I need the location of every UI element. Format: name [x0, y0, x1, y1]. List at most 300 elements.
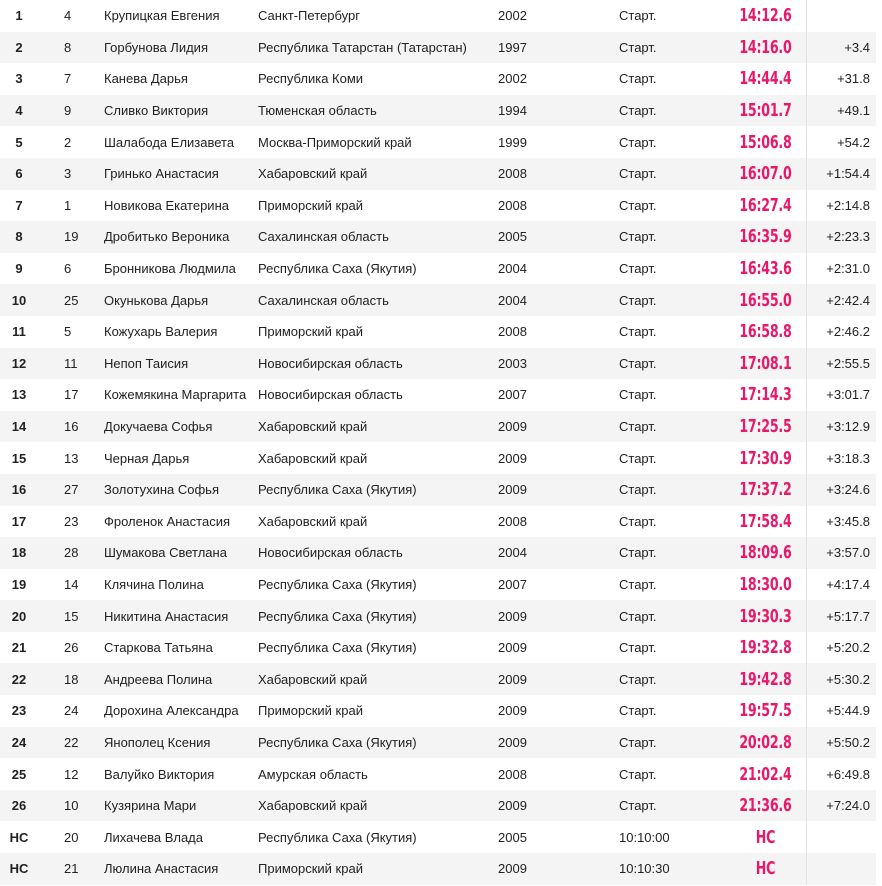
region-cell: Хабаровский край [258, 506, 498, 538]
region-cell: Республика Коми [258, 63, 498, 95]
result-time: 16:43.6 [739, 258, 792, 280]
athlete-name-cell: Кузярина Мари [104, 790, 258, 822]
start-status: Старт. [619, 229, 657, 245]
athlete-name-cell: Клячина Полина [104, 569, 258, 601]
start-status: Старт. [619, 482, 657, 498]
bib-cell [38, 32, 104, 64]
time-gap-cell: +49.1 [806, 95, 876, 127]
birth-year-cell: 2009 [498, 727, 598, 759]
athlete-name-cell: Новикова Екатерина [104, 190, 258, 222]
birth-year-cell: 2009 [498, 411, 598, 443]
time-gap-cell [806, 0, 876, 32]
athlete-name-cell: Канева Дарья [104, 63, 258, 95]
athlete-name-cell: Бронникова Людмила [104, 253, 258, 285]
athlete-name-cell: Сливко Виктория [104, 95, 258, 127]
region-cell: Республика Саха (Якутия) [258, 821, 498, 853]
bib-number: 25 [64, 292, 79, 308]
start-status: Старт. [619, 8, 657, 24]
table-row [0, 821, 876, 853]
place-cell: 13 [0, 379, 38, 411]
bib-cell [38, 0, 104, 32]
start-status-cell [598, 663, 725, 695]
place-cell: 19 [0, 569, 38, 601]
region-cell: Хабаровский край [258, 158, 498, 190]
region-cell: Сахалинская область [258, 221, 498, 253]
birth-year-cell: 2002 [498, 63, 598, 95]
result-time-cell [725, 284, 806, 316]
table-row [0, 411, 876, 443]
region-cell: Республика Татарстан (Татарстан) [258, 32, 498, 64]
time-gap-cell: +5:44.9 [806, 695, 876, 727]
birth-year-cell: 2002 [498, 0, 598, 32]
start-status: Старт. [619, 166, 657, 182]
table-row [0, 32, 876, 64]
region-cell: Республика Саха (Якутия) [258, 727, 498, 759]
start-status-cell [598, 790, 725, 822]
start-status: Старт. [619, 513, 657, 529]
athlete-name-cell: Золотухина Софья [104, 474, 258, 506]
athlete-name-cell: Андреева Полина [104, 663, 258, 695]
result-time: 19:30.3 [739, 605, 792, 627]
bib-cell [38, 695, 104, 727]
time-gap-cell: +1:54.4 [806, 158, 876, 190]
result-time-cell [725, 600, 806, 632]
bib-cell [38, 442, 104, 474]
bib-cell [38, 853, 104, 885]
birth-year-cell: 1997 [498, 32, 598, 64]
place-cell: 8 [0, 221, 38, 253]
start-status-cell [598, 63, 725, 95]
birth-year-cell: 2004 [498, 284, 598, 316]
result-time: 21:36.6 [739, 795, 792, 817]
start-status: Старт. [619, 450, 657, 466]
region-cell: Приморский край [258, 853, 498, 885]
region-cell: Республика Саха (Якутия) [258, 569, 498, 601]
bib-number: 18 [64, 671, 79, 687]
start-status-cell [598, 316, 725, 348]
birth-year-cell: 2009 [498, 790, 598, 822]
start-status-cell [598, 284, 725, 316]
result-time: 21:02.4 [739, 763, 792, 785]
start-status: 10:10:30 [619, 861, 670, 877]
result-time: 16:07.0 [739, 163, 792, 185]
result-time-cell [725, 663, 806, 695]
result-time-cell [725, 411, 806, 443]
bib-cell [38, 821, 104, 853]
result-time-cell [725, 253, 806, 285]
start-status-cell [598, 379, 725, 411]
start-status-cell [598, 537, 725, 569]
result-time-cell [725, 95, 806, 127]
athlete-name-cell: Старкова Татьяна [104, 632, 258, 664]
region-cell: Амурская область [258, 758, 498, 790]
bib-cell [38, 663, 104, 695]
time-gap-cell: +2:14.8 [806, 190, 876, 222]
result-time-cell [725, 316, 806, 348]
region-cell: Санкт-Петербург [258, 0, 498, 32]
table-row [0, 190, 876, 222]
bib-cell [38, 158, 104, 190]
table-row [0, 600, 876, 632]
bib-cell [38, 790, 104, 822]
result-time: 17:58.4 [739, 510, 792, 532]
start-status-cell [598, 569, 725, 601]
result-time-cell [725, 32, 806, 64]
start-status-cell [598, 474, 725, 506]
time-gap-cell: +5:50.2 [806, 727, 876, 759]
birth-year-cell: 2008 [498, 158, 598, 190]
start-status-cell [598, 95, 725, 127]
athlete-name-cell: Черная Дарья [104, 442, 258, 474]
time-gap-cell: +3:45.8 [806, 506, 876, 538]
result-time-cell [725, 379, 806, 411]
bib-number: 13 [64, 450, 79, 466]
bib-cell [38, 63, 104, 95]
time-gap-cell: +3:01.7 [806, 379, 876, 411]
result-time: НС [755, 826, 775, 848]
result-time-cell [725, 537, 806, 569]
region-cell: Новосибирская область [258, 379, 498, 411]
birth-year-cell: 2004 [498, 253, 598, 285]
start-status-cell [598, 253, 725, 285]
result-time-cell [725, 727, 806, 759]
bib-cell [38, 221, 104, 253]
time-gap-cell: +3:18.3 [806, 442, 876, 474]
result-time: 19:42.8 [739, 668, 792, 690]
start-status-cell [598, 632, 725, 664]
athlete-name-cell: Гринько Анастасия [104, 158, 258, 190]
start-status-cell [598, 32, 725, 64]
region-cell: Хабаровский край [258, 790, 498, 822]
athlete-name-cell: Дробитько Вероника [104, 221, 258, 253]
birth-year-cell: 2008 [498, 758, 598, 790]
bib-cell [38, 348, 104, 380]
bib-number: 11 [64, 355, 78, 371]
athlete-name-cell: Дорохина Александра [104, 695, 258, 727]
start-status-cell [598, 411, 725, 443]
region-cell: Республика Саха (Якутия) [258, 253, 498, 285]
place-cell: 4 [0, 95, 38, 127]
time-gap-cell: +3:12.9 [806, 411, 876, 443]
region-cell: Приморский край [258, 695, 498, 727]
place-cell: 22 [0, 663, 38, 695]
time-gap-cell [806, 853, 876, 885]
time-gap-cell [806, 821, 876, 853]
start-status-cell [598, 126, 725, 158]
time-gap-cell: +2:42.4 [806, 284, 876, 316]
start-status-cell [598, 221, 725, 253]
bib-number: 6 [64, 261, 72, 277]
place-cell: 3 [0, 63, 38, 95]
start-status: Старт. [619, 355, 657, 371]
start-status-cell [598, 853, 725, 885]
start-status: Старт. [619, 292, 657, 308]
bib-number: 3 [64, 166, 72, 182]
time-gap-cell: +5:20.2 [806, 632, 876, 664]
time-gap-cell: +5:30.2 [806, 663, 876, 695]
table-row [0, 790, 876, 822]
athlete-name-cell: Шумакова Светлана [104, 537, 258, 569]
bib-number: 15 [64, 608, 79, 624]
result-time-cell [725, 158, 806, 190]
region-cell: Хабаровский край [258, 663, 498, 695]
start-status: Старт. [619, 703, 657, 719]
time-gap-cell: +31.8 [806, 63, 876, 95]
region-cell: Республика Саха (Якутия) [258, 600, 498, 632]
result-time-cell [725, 221, 806, 253]
bib-number: 27 [64, 482, 79, 498]
athlete-name-cell: Янополец Ксения [104, 727, 258, 759]
place-cell: НС [0, 853, 38, 885]
bib-number: 4 [64, 8, 72, 24]
athlete-name-cell: Крупицкая Евгения [104, 0, 258, 32]
bib-cell [38, 632, 104, 664]
start-status: Старт. [619, 671, 657, 687]
bib-cell [38, 600, 104, 632]
start-status: Старт. [619, 261, 657, 277]
region-cell: Республика Саха (Якутия) [258, 474, 498, 506]
athlete-name-cell: Горбунова Лидия [104, 32, 258, 64]
time-gap-cell: +6:49.8 [806, 758, 876, 790]
bib-number: 19 [64, 229, 79, 245]
birth-year-cell: 2009 [498, 695, 598, 727]
region-cell: Хабаровский край [258, 442, 498, 474]
time-gap-cell: +4:17.4 [806, 569, 876, 601]
result-time-cell [725, 758, 806, 790]
start-status-cell [598, 821, 725, 853]
result-time: НС [755, 858, 775, 880]
bib-number: 7 [64, 71, 72, 87]
table-row [0, 63, 876, 95]
bib-cell [38, 411, 104, 443]
region-cell: Приморский край [258, 316, 498, 348]
table-row [0, 474, 876, 506]
result-time: 19:57.5 [739, 700, 792, 722]
birth-year-cell: 2008 [498, 190, 598, 222]
result-time-cell [725, 790, 806, 822]
birth-year-cell: 2004 [498, 537, 598, 569]
result-time-cell [725, 632, 806, 664]
athlete-name-cell: Никитина Анастасия [104, 600, 258, 632]
region-cell: Приморский край [258, 190, 498, 222]
start-status: Старт. [619, 324, 657, 340]
place-cell: 14 [0, 411, 38, 443]
athlete-name-cell: Валуйко Виктория [104, 758, 258, 790]
place-cell: 20 [0, 600, 38, 632]
birth-year-cell: 1994 [498, 95, 598, 127]
birth-year-cell: 2008 [498, 506, 598, 538]
bib-cell [38, 316, 104, 348]
region-cell: Москва-Приморский край [258, 126, 498, 158]
start-status-cell [598, 0, 725, 32]
start-status: Старт. [619, 197, 657, 213]
result-time: 17:08.1 [739, 352, 792, 374]
place-cell: НС [0, 821, 38, 853]
place-cell: 2 [0, 32, 38, 64]
table-row [0, 284, 876, 316]
result-time: 14:12.6 [739, 5, 792, 27]
start-status: Старт. [619, 798, 657, 814]
table-row [0, 569, 876, 601]
bib-cell [38, 537, 104, 569]
bib-cell [38, 569, 104, 601]
start-status-cell [598, 158, 725, 190]
bib-number: 8 [64, 39, 72, 55]
place-cell: 17 [0, 506, 38, 538]
bib-cell [38, 474, 104, 506]
result-time: 19:32.8 [739, 637, 792, 659]
birth-year-cell: 2007 [498, 379, 598, 411]
start-status: Старт. [619, 387, 657, 403]
bib-number: 17 [64, 387, 79, 403]
start-status-cell [598, 442, 725, 474]
result-time: 18:30.0 [739, 573, 792, 595]
result-time-cell [725, 474, 806, 506]
bib-number: 24 [64, 703, 79, 719]
start-status-cell [598, 695, 725, 727]
region-cell: Новосибирская область [258, 537, 498, 569]
athlete-name-cell: Лихачева Влада [104, 821, 258, 853]
table-row [0, 442, 876, 474]
result-time: 20:02.8 [739, 731, 792, 753]
bib-number: 23 [64, 513, 79, 529]
place-cell: 25 [0, 758, 38, 790]
time-gap-cell: +3.4 [806, 32, 876, 64]
region-cell: Хабаровский край [258, 411, 498, 443]
birth-year-cell: 2005 [498, 821, 598, 853]
result-time-cell [725, 126, 806, 158]
table-row [0, 253, 876, 285]
place-cell: 6 [0, 158, 38, 190]
place-cell: 18 [0, 537, 38, 569]
place-cell: 1 [0, 0, 38, 32]
place-cell: 26 [0, 790, 38, 822]
time-gap-cell: +54.2 [806, 126, 876, 158]
table-row [0, 316, 876, 348]
result-time: 17:30.9 [739, 447, 792, 469]
result-time: 17:37.2 [739, 479, 792, 501]
place-cell: 5 [0, 126, 38, 158]
result-time-cell [725, 442, 806, 474]
athlete-name-cell: Фроленок Анастасия [104, 506, 258, 538]
start-status: Старт. [619, 576, 657, 592]
bib-number: 9 [64, 103, 72, 119]
region-cell: Республика Саха (Якутия) [258, 632, 498, 664]
result-time-cell [725, 569, 806, 601]
bib-number: 1 [64, 197, 72, 213]
time-gap-cell: +3:24.6 [806, 474, 876, 506]
athlete-name-cell: Кожухарь Валерия [104, 316, 258, 348]
bib-number: 2 [64, 134, 72, 150]
bib-number: 16 [64, 419, 79, 435]
bib-number: 26 [64, 640, 79, 656]
region-cell: Тюменская область [258, 95, 498, 127]
start-status-cell [598, 758, 725, 790]
result-time-cell [725, 695, 806, 727]
start-status-cell [598, 190, 725, 222]
result-time: 18:09.6 [739, 542, 792, 564]
time-gap-cell: +2:23.3 [806, 221, 876, 253]
table-row [0, 379, 876, 411]
birth-year-cell: 2005 [498, 221, 598, 253]
result-time-cell [725, 0, 806, 32]
region-cell: Сахалинская область [258, 284, 498, 316]
table-row [0, 0, 876, 32]
time-gap-cell: +2:46.2 [806, 316, 876, 348]
place-cell: 23 [0, 695, 38, 727]
birth-year-cell: 2008 [498, 316, 598, 348]
bib-number: 21 [64, 861, 79, 877]
start-status: Старт. [619, 39, 657, 55]
result-time-cell [725, 190, 806, 222]
result-time-cell [725, 348, 806, 380]
result-time: 16:35.9 [739, 226, 792, 248]
birth-year-cell: 1999 [498, 126, 598, 158]
table-row [0, 221, 876, 253]
athlete-name-cell: Шалабода Елизавета [104, 126, 258, 158]
birth-year-cell: 2009 [498, 663, 598, 695]
bib-number: 22 [64, 734, 79, 750]
result-time: 14:44.4 [739, 68, 792, 90]
place-cell: 10 [0, 284, 38, 316]
table-row [0, 695, 876, 727]
birth-year-cell: 2009 [498, 442, 598, 474]
start-status: Старт. [619, 134, 657, 150]
time-gap-cell: +7:24.0 [806, 790, 876, 822]
birth-year-cell: 2009 [498, 474, 598, 506]
bib-cell [38, 727, 104, 759]
athlete-name-cell: Докучаева Софья [104, 411, 258, 443]
result-time: 15:06.8 [739, 131, 792, 153]
bib-cell [38, 253, 104, 285]
place-cell: 24 [0, 727, 38, 759]
place-cell: 9 [0, 253, 38, 285]
time-gap-cell: +2:55.5 [806, 348, 876, 380]
birth-year-cell: 2009 [498, 600, 598, 632]
start-status: 10:10:00 [619, 829, 670, 845]
result-time-cell [725, 853, 806, 885]
result-time: 16:27.4 [739, 194, 792, 216]
place-cell: 16 [0, 474, 38, 506]
table-row [0, 663, 876, 695]
bib-cell [38, 379, 104, 411]
place-cell: 21 [0, 632, 38, 664]
result-time: 15:01.7 [739, 100, 792, 122]
birth-year-cell: 2007 [498, 569, 598, 601]
time-gap-cell: +3:57.0 [806, 537, 876, 569]
bib-number: 20 [64, 829, 79, 845]
result-time-cell [725, 63, 806, 95]
result-time-cell [725, 506, 806, 538]
table-row [0, 853, 876, 885]
result-time: 14:16.0 [739, 36, 792, 58]
start-status: Старт. [619, 608, 657, 624]
bib-number: 28 [64, 545, 79, 561]
start-status: Старт. [619, 103, 657, 119]
result-time: 16:58.8 [739, 321, 792, 343]
bib-number: 14 [64, 576, 79, 592]
athlete-name-cell: Люлина Анастасия [104, 853, 258, 885]
birth-year-cell: 2003 [498, 348, 598, 380]
result-time: 17:14.3 [739, 384, 792, 406]
table-row [0, 506, 876, 538]
table-row [0, 158, 876, 190]
bib-cell [38, 95, 104, 127]
bib-number: 10 [64, 798, 79, 814]
athlete-name-cell: Кожемякина Маргарита [104, 379, 258, 411]
start-status: Старт. [619, 545, 657, 561]
start-status: Старт. [619, 419, 657, 435]
